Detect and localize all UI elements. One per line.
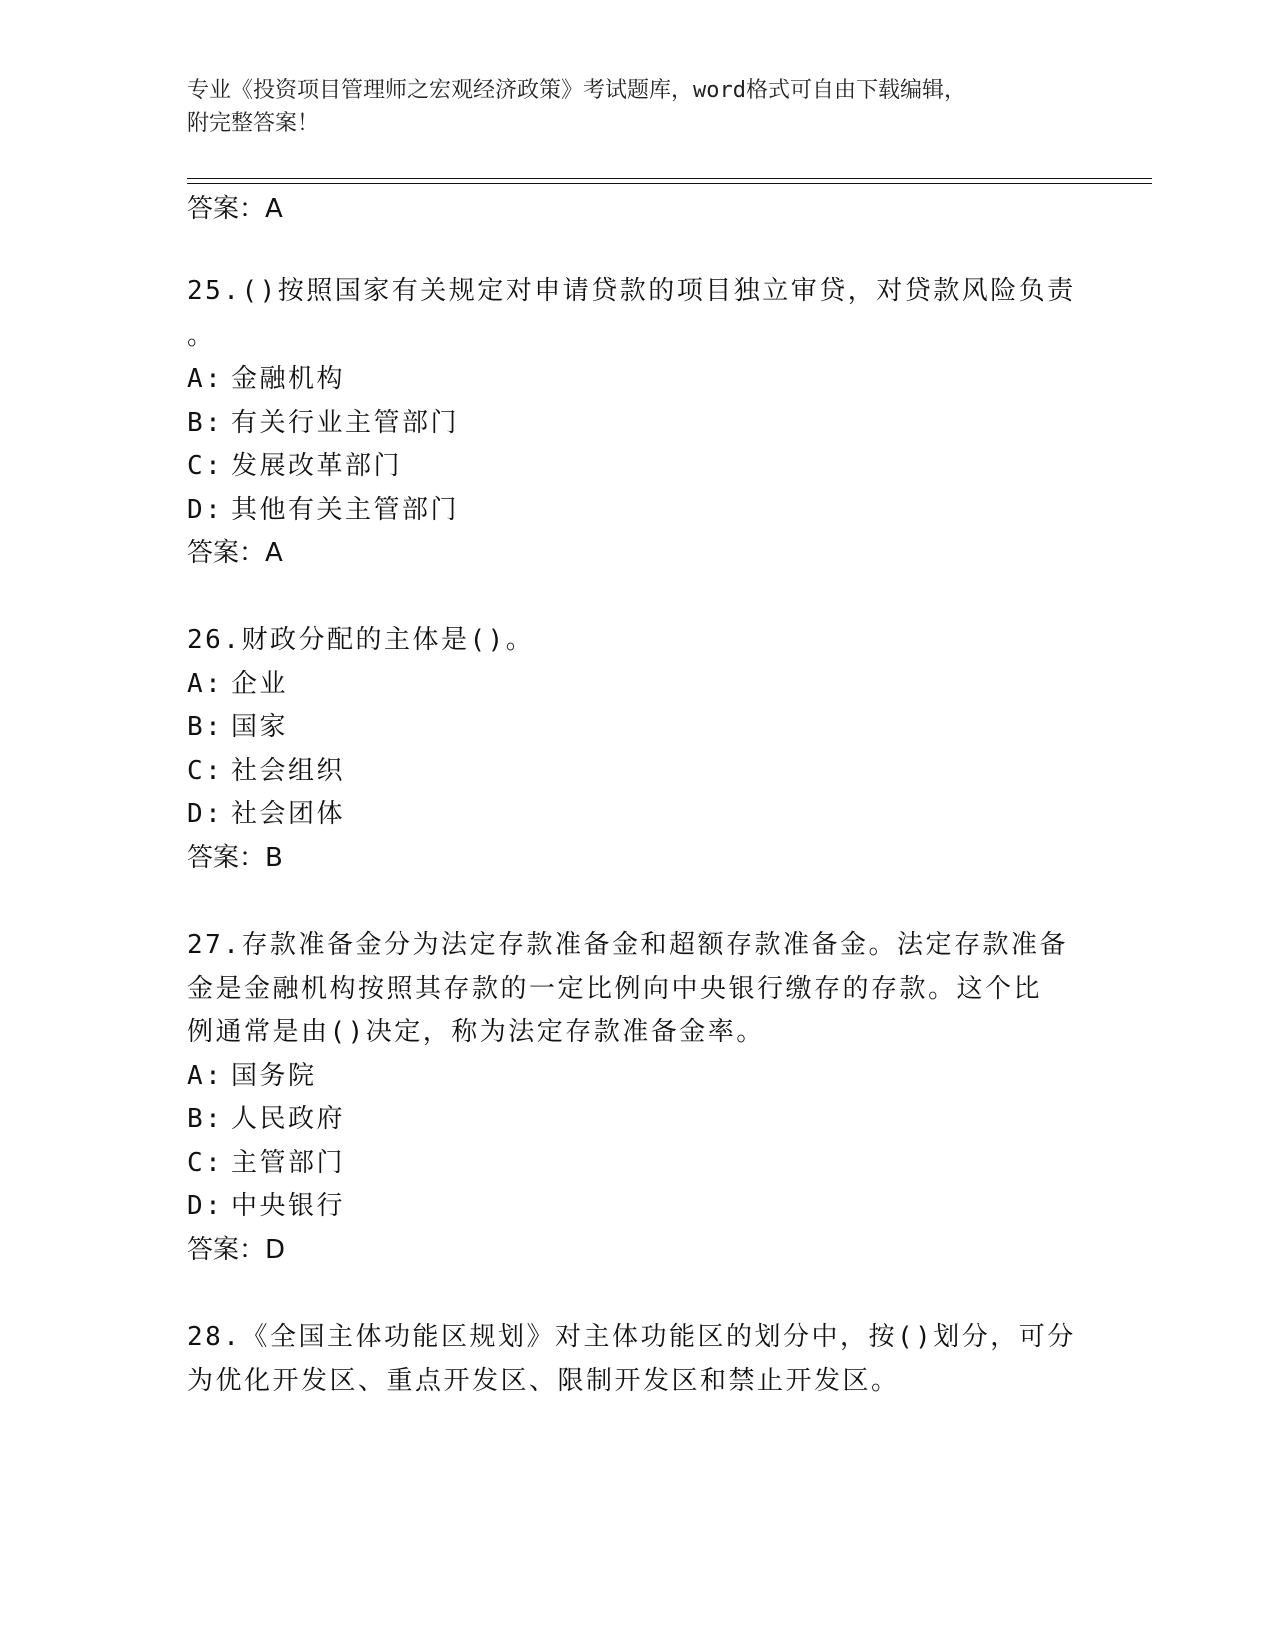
option-letter: B:	[187, 408, 224, 438]
question-25-option-c	[187, 451, 402, 481]
option-text: 国家	[231, 712, 289, 742]
option-letter: A:	[187, 1061, 224, 1091]
option-letter: A:	[187, 669, 224, 699]
option-letter: C:	[187, 756, 224, 786]
option-letter: D:	[187, 495, 224, 525]
question-26-answer: 答案：B	[187, 843, 283, 873]
option-text: 社会组织	[231, 756, 346, 786]
question-27-option-d	[187, 1191, 345, 1221]
question-26-line-1: 26.财政分配的主体是()。	[187, 625, 535, 655]
document-header	[187, 74, 1087, 140]
option-text: 企业	[231, 669, 289, 699]
option-letter: B:	[187, 1104, 224, 1134]
option-text: 发展改革部门	[231, 451, 403, 481]
option-letter: A:	[187, 364, 224, 394]
question-25-option-b	[187, 408, 459, 438]
header-line-2: 附完整答案！	[187, 111, 320, 136]
question-25-line-1: 25.()按照国家有关规定对申请贷款的项目独立审贷，对贷款风险负责	[187, 276, 1076, 306]
option-text: 人民政府	[231, 1104, 346, 1134]
question-27-answer: 答案：D	[187, 1235, 286, 1265]
question-25-option-a	[187, 364, 345, 394]
question-27-line-2: 金是金融机构按照其存款的一定比例向中央银行缴存的存款。这个比	[187, 974, 1043, 1004]
option-text: 中央银行	[231, 1191, 346, 1221]
header-divider-top	[187, 178, 1152, 179]
question-27-option-c	[187, 1148, 345, 1178]
header-divider-bottom	[187, 183, 1152, 184]
option-letter: D:	[187, 799, 224, 829]
option-text: 金融机构	[231, 364, 346, 394]
option-text: 主管部门	[231, 1148, 346, 1178]
question-25-line-2: 。	[187, 321, 216, 351]
option-letter: C:	[187, 1148, 224, 1178]
question-25-option-d	[187, 495, 459, 525]
question-28-line-1: 28.《全国主体功能区规划》对主体功能区的划分中，按()划分，可分	[187, 1322, 1076, 1352]
question-27-line-3: 例通常是由()决定，称为法定存款准备金率。	[187, 1017, 765, 1047]
question-27-line-1: 27.存款准备金分为法定存款准备金和超额存款准备金。法定存款准备	[187, 930, 1068, 960]
option-text: 社会团体	[231, 799, 346, 829]
option-text: 有关行业主管部门	[231, 408, 460, 438]
option-letter: C:	[187, 451, 224, 481]
answer-previous: 答案：A	[187, 194, 283, 224]
header-line-1: 专业《投资项目管理师之宏观经济政策》考试题库，word格式可自由下载编辑，	[187, 78, 966, 103]
question-26-option-b	[187, 712, 288, 742]
question-26-option-c	[187, 756, 345, 786]
option-letter: B:	[187, 712, 224, 742]
question-27-option-a	[187, 1061, 317, 1091]
question-26-option-d	[187, 799, 345, 829]
question-26-option-a	[187, 669, 288, 699]
option-text: 其他有关主管部门	[231, 495, 460, 525]
question-27-option-b	[187, 1104, 345, 1134]
question-25-answer: 答案：A	[187, 538, 283, 568]
question-28-line-2: 为优化开发区、重点开发区、限制开发区和禁止开发区。	[187, 1366, 900, 1396]
option-text: 国务院	[231, 1061, 317, 1091]
option-letter: D:	[187, 1191, 224, 1221]
